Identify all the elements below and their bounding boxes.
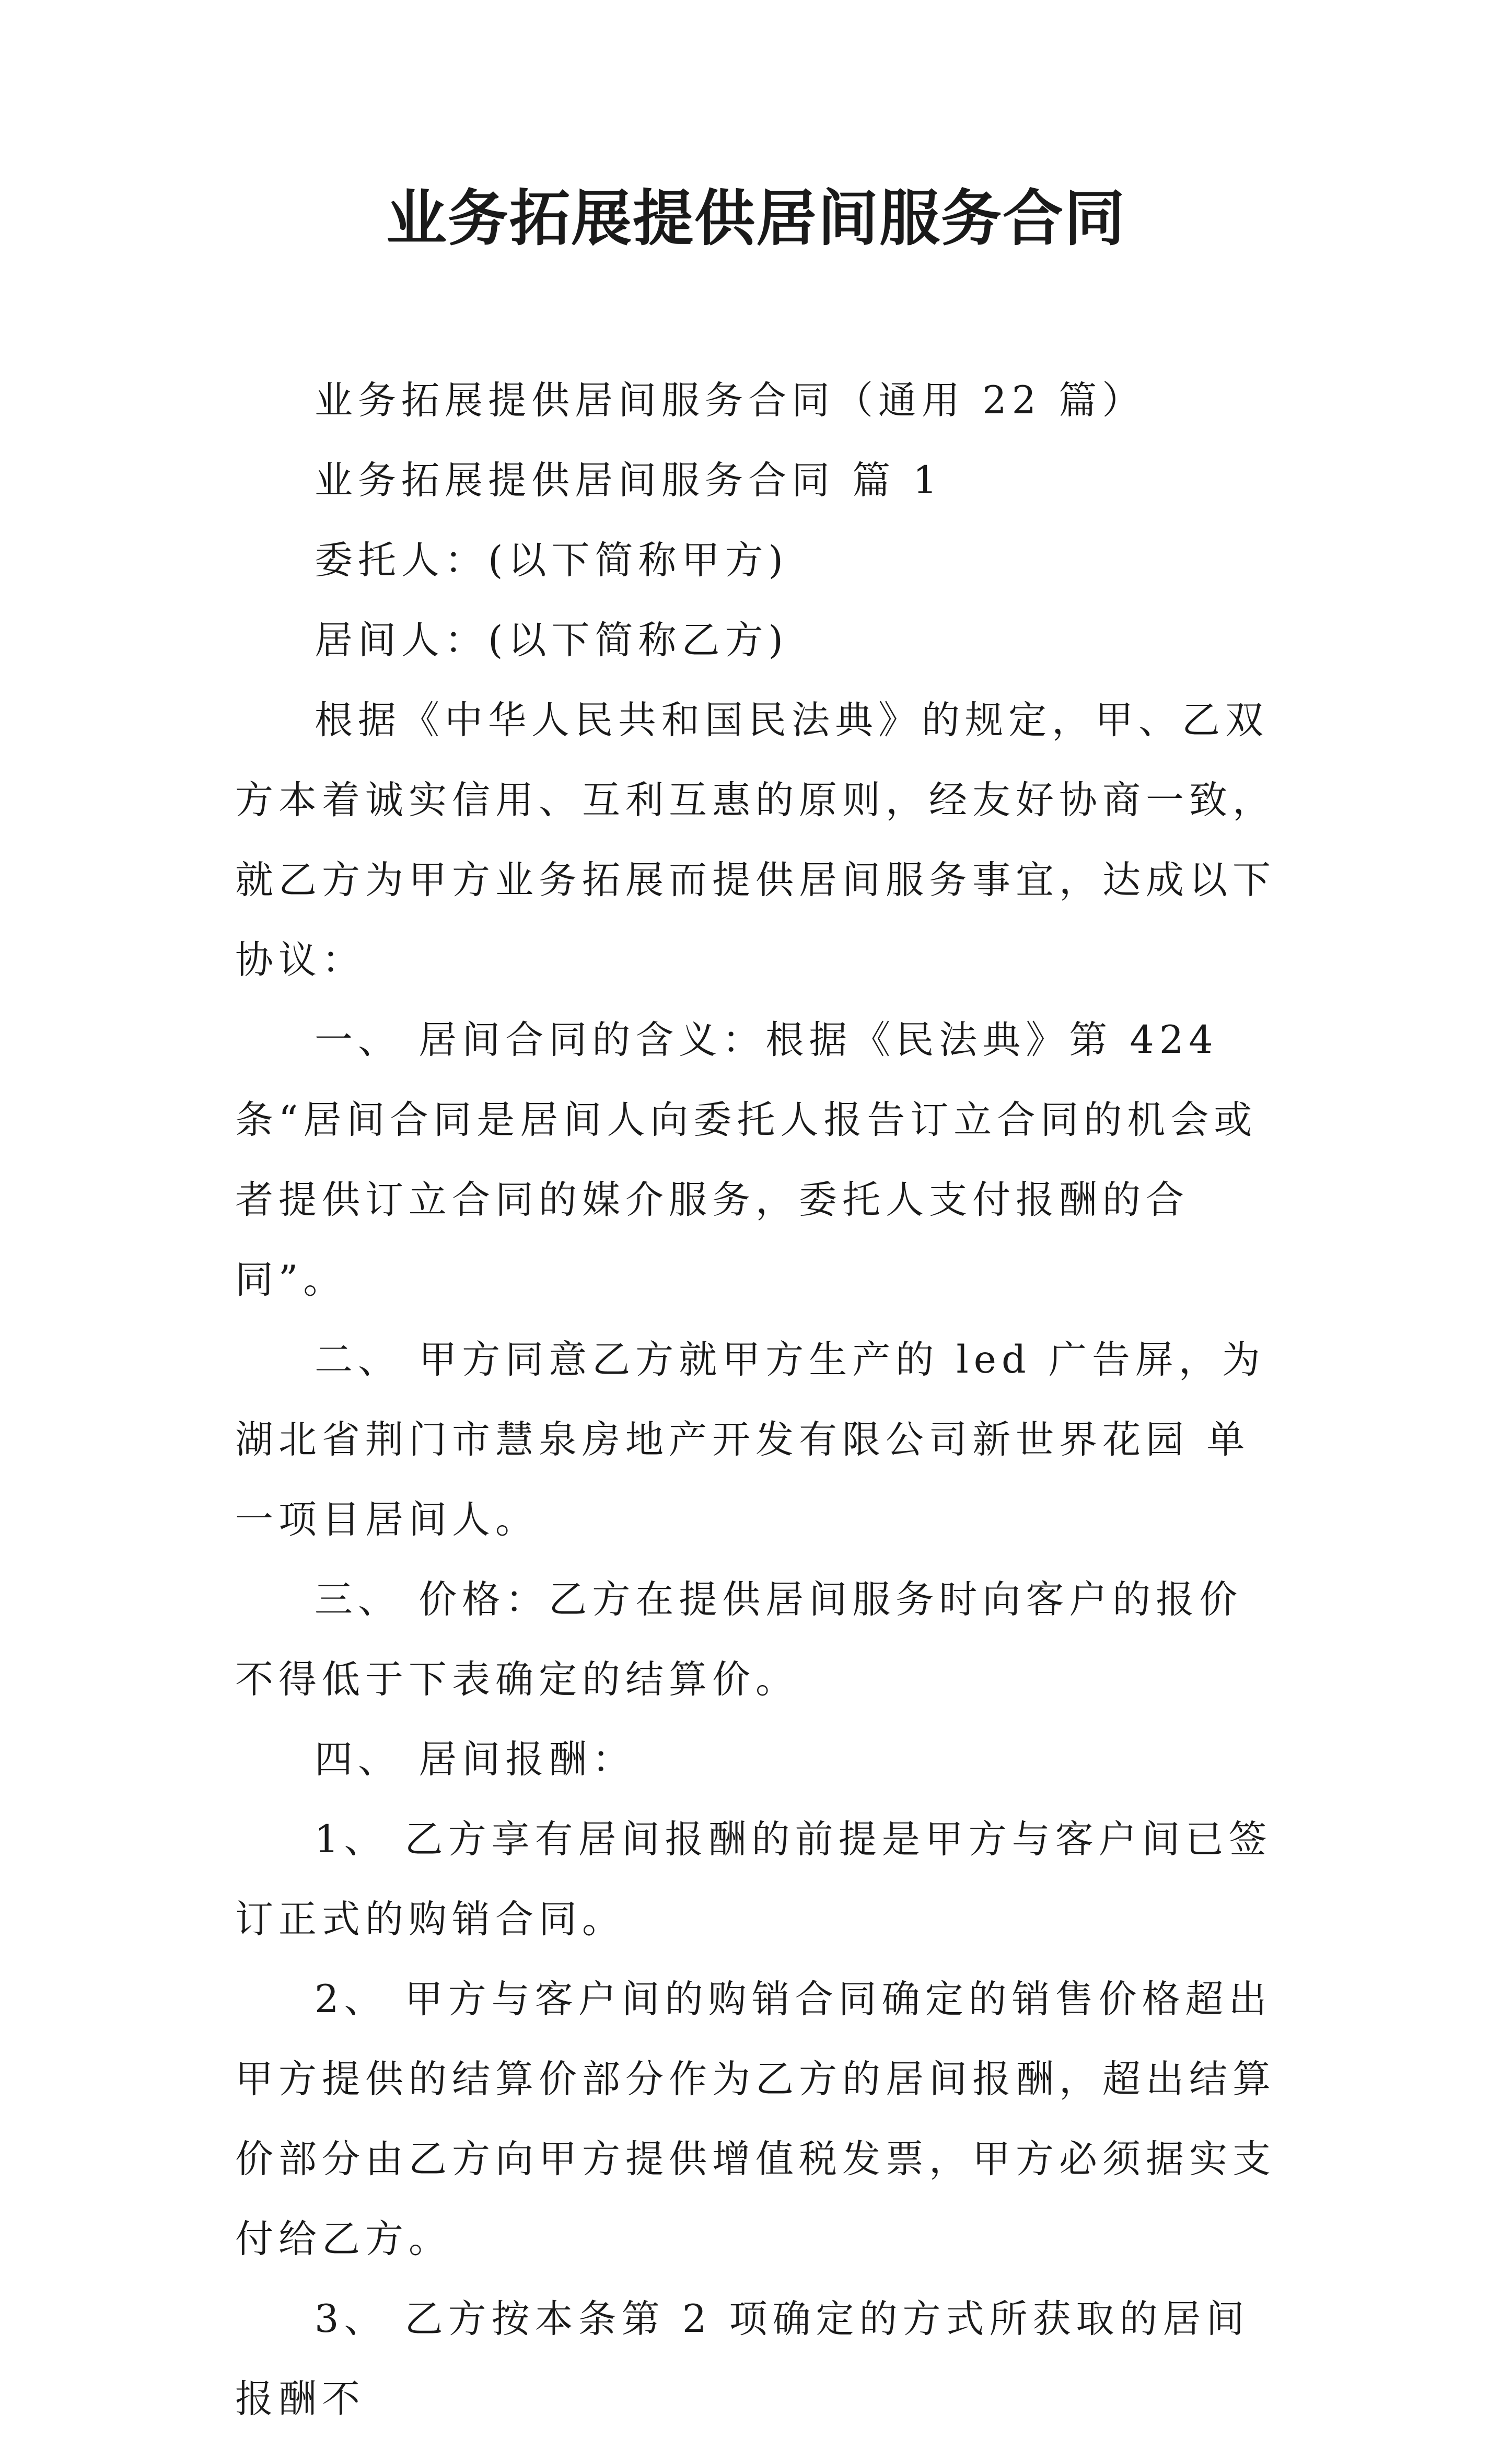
clause-4-item-1: 1、 乙方享有居间报酬的前提是甲方与客户间已签订正式的购销合同。 — [235, 1817, 1272, 1942]
document-title: 业务拓展提供居间服务合同 — [386, 183, 1126, 254]
chapter-heading: 业务拓展提供居间服务合同 篇 1 — [315, 458, 943, 503]
clause-4-item-2: 2、 甲方与客户间的购销合同确定的销售价格超出甲方提供的结算价部分作为乙方的居间报酬，超出结算价部分由乙方向甲方提供增值税发票，甲方必须据实支付给乙方。 — [235, 1977, 1276, 2261]
clause-2-paragraph: 二、 甲方同意乙方就甲方生产的 led 广告屏，为湖北省荆门市慧泉房地产开发有限公司新世界花园 单一项目居间人。 — [235, 1338, 1265, 1542]
clause-3-paragraph: 三、 价格：乙方在提供居间服务时向客户的报价不得低于下表确定的结算价。 — [235, 1577, 1243, 1702]
party-a-line: 委托人：(以下简称甲方) — [315, 538, 788, 583]
document-body — [235, 361, 1282, 2439]
party-b-line: 居间人：(以下简称乙方) — [315, 618, 788, 663]
clause-4-item-3: 3、 乙方按本条第 2 项确定的方式所获取的居间报酬不 — [235, 2297, 1250, 2421]
clause-1-paragraph: 一、 居间合同的含义：根据《民法典》第 424 条“居间合同是居间人向委托人报告订立合同的机会或者提供订立合同的媒介服务，委托人支付报酬的合同”。 — [235, 1018, 1258, 1302]
clause-4-heading: 四、 居间报酬： — [315, 1737, 636, 1782]
preamble-paragraph: 根据《中华人民共和国民法典》的规定，甲、乙双方本着诚实信用、互利互惠的原则，经友好协商一致，就乙方为甲方业务拓展而提供居间服务事宜，达成以下协议： — [235, 698, 1276, 982]
subtitle-paragraph: 业务拓展提供居间服务合同（通用 22 篇） — [315, 378, 1146, 423]
